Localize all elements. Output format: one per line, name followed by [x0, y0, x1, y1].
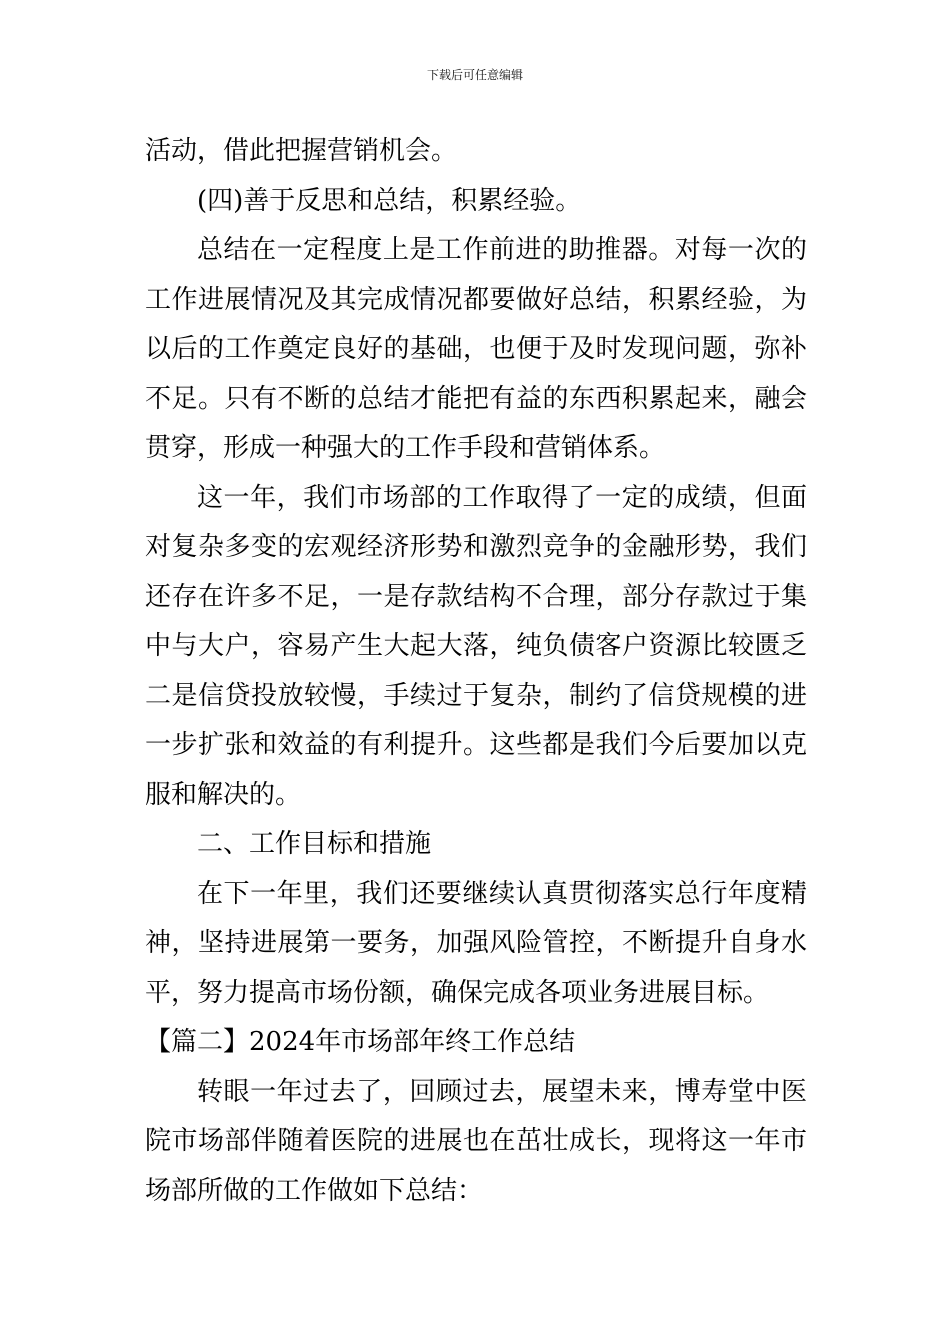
- article-title: 【篇二】2024年市场部年终工作总结: [145, 1027, 576, 1057]
- paragraph: 转眼一年过去了，回顾过去，展望未来，博寿堂中医院市场部伴随着医院的进展也在茁壮成长，现将这一年市场部所做的工作做如下总结：: [145, 1076, 807, 1206]
- section-heading: 二、工作目标和措施: [197, 829, 432, 859]
- document-body: [145, 127, 807, 1216]
- paragraph: 在下一年里，我们还要继续认真贯彻落实总行年度精神，坚持进展第一要务，加强风险管控，不断提升自身水平，努力提高市场份额，确保完成各项业务进展目标。: [145, 878, 807, 1008]
- paragraph: 活动，借此把握营销机会。: [145, 136, 458, 166]
- paragraph: 这一年，我们市场部的工作取得了一定的成绩，但面对复杂多变的宏观经济形势和激烈竞争的金融形势，我们还存在许多不足，一是存款结构不合理，部分存款过于集中与大户，容易产生大起大落，纯负债客户资源比较匮乏二是信贷投放较慢，手续过于复杂，制约了信贷规模的进一步扩张和效益的有利提升。这些都是我们今后要加以克服和解决的。: [145, 482, 807, 810]
- page-header: 下载后可任意编辑: [426, 68, 523, 82]
- paragraph: 总结在一定程度上是工作前进的助推器。对每一次的工作进展情况及其完成情况都要做好总结，积累经验，为以后的工作奠定良好的基础，也便于及时发现问题，弥补不足。只有不断的总结才能把有益的东西积累起来，融会贯穿，形成一种强大的工作手段和营销体系。: [145, 235, 807, 463]
- section-heading: (四)善于反思和总结，积累经验。: [197, 185, 582, 216]
